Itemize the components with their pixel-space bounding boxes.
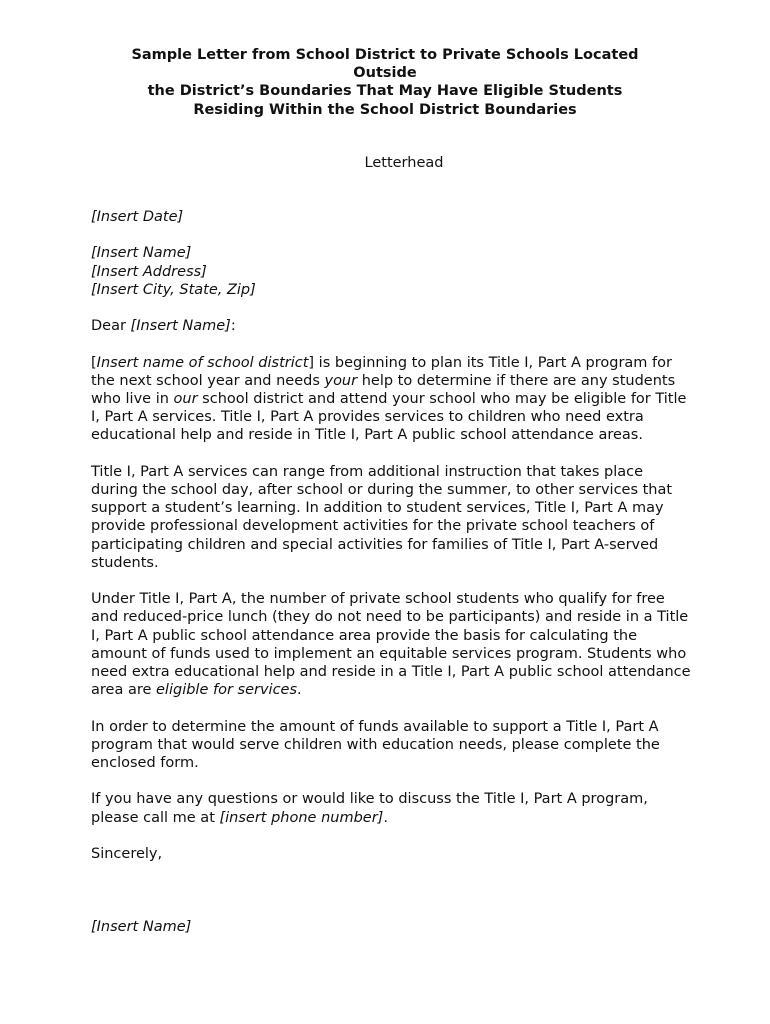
recipient-address [91, 244, 691, 299]
recipient-city-state-zip: [Insert City, State, Zip] [91, 281, 256, 298]
date-placeholder: [Insert Date] [91, 209, 184, 225]
salutation [91, 317, 691, 335]
paragraph-intro [91, 354, 691, 445]
emphasis-your: your [324, 372, 358, 389]
salutation-prefix: Dear [91, 318, 131, 335]
paragraph-contact [91, 790, 691, 826]
title-line-3: the District’s Boundaries That May Have Eligible Students [147, 83, 623, 100]
title-line-4: Residing Within the School District Boundaries [193, 101, 577, 118]
title-line-2: Outside [353, 65, 417, 82]
paragraph-intro-text-a: ] is beginning to plan its Title I, Part A program for the next school year and needs [91, 354, 672, 389]
paragraph-eligibility-text: Under Title I, Part A, the number of private school students who qualify for free and reduced-price lunch (they do not need to be participants) and reside in a Title I, Part A public school attendance area provide the basis for calculating the amount of funds used to implement an equitable services program. Students who need extra educational help and reside in a Title I, Part A public school attendance area are [91, 591, 691, 699]
paragraph-contact-text: If you have any questions or would like to discuss the Title I, Part A program, please call me at [91, 791, 648, 826]
district-placeholder: Insert name of school district [96, 354, 309, 371]
recipient-name: [Insert Name] [91, 245, 192, 262]
paragraph-intro-text-c: school district and attend your school who may be eligible for Title I, Part A services. Title I, Part A provides services to children who need extra educational help and reside in Title I, Part A public school attendance areas. [91, 390, 687, 444]
closing: Sincerely, [91, 845, 163, 862]
paragraph-services: Title I, Part A services can range from additional instruction that takes place during the school day, after school or during the summer, to other services that support a student’s learning. In addition to student services, Title I, Part A may provide professional development activities for the private school teachers of participating children and special activities for families of Title I, Part A-served students. [91, 463, 673, 571]
paragraph-eligibility-end: . [297, 682, 302, 699]
salutation-suffix: : [230, 318, 236, 335]
recipient-street: [Insert Address] [91, 263, 207, 280]
title-line-1: Sample Letter from School District to Private Schools Located [131, 47, 639, 63]
letterhead-placeholder: Letterhead [364, 155, 444, 171]
phone-placeholder: [insert phone number] [219, 809, 384, 826]
paragraph-funds: In order to determine the amount of funds available to support a Title I, Part A program that would serve children with education needs, please complete the enclosed form. [91, 718, 660, 771]
salutation-name: [Insert Name] [130, 318, 231, 335]
bracket-open: [ [91, 354, 97, 371]
paragraph-intro-text-b: help to determine if there are any students who live in [91, 372, 676, 407]
emphasis-our: our [173, 390, 198, 407]
signature-line [91, 918, 691, 936]
date-line [91, 208, 691, 226]
paragraph-contact-end: . [383, 809, 388, 826]
paragraph-eligibility [91, 590, 691, 699]
emphasis-eligible: eligible for services [156, 682, 298, 699]
letter-body [91, 208, 691, 954]
document-title [90, 46, 680, 119]
signature-name: [Insert Name] [91, 918, 192, 935]
signature-space [91, 863, 691, 918]
